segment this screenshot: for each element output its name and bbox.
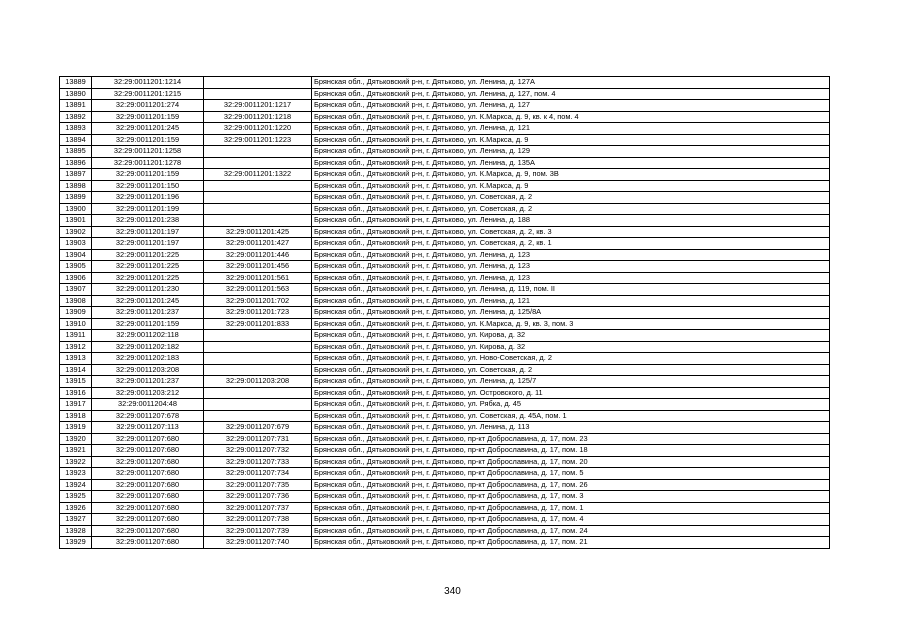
related-cadastral-number-cell: 32:29:0011207:738 [204, 514, 312, 526]
table-row [60, 157, 830, 169]
related-cadastral-number-cell: 32:29:0011201:1223 [204, 134, 312, 146]
row-number-cell: 13897 [60, 169, 92, 181]
related-cadastral-number-cell [204, 399, 312, 411]
address-cell: Брянская обл., Дятьковский р-н, г. Дятьково, ул. Ленина, д. 135А [312, 157, 830, 169]
cadastral-number-cell: 32:29:0011201:238 [92, 215, 204, 227]
row-number-cell: 13892 [60, 111, 92, 123]
related-cadastral-number-cell: 32:29:0011201:723 [204, 307, 312, 319]
row-number-cell: 13913 [60, 353, 92, 365]
row-number-cell: 13890 [60, 88, 92, 100]
address-cell: Брянская обл., Дятьковский р-н, г. Дятьково, ул. Кирова, д. 32 [312, 341, 830, 353]
related-cadastral-number-cell: 32:29:0011201:446 [204, 249, 312, 261]
address-cell: Брянская обл., Дятьковский р-н, г. Дятьково, пр-кт Доброславина, д. 17, пом. 3 [312, 491, 830, 503]
row-number-cell: 13899 [60, 192, 92, 204]
table-row [60, 111, 830, 123]
cadastral-number-cell: 32:29:0011207:680 [92, 445, 204, 457]
address-cell: Брянская обл., Дятьковский р-н, г. Дятьково, ул. Ленина, д. 129 [312, 146, 830, 158]
table-row [60, 284, 830, 296]
cadastral-number-cell: 32:29:0011201:159 [92, 169, 204, 181]
address-cell: Брянская обл., Дятьковский р-н, г. Дятьково, ул. Ленина, д. 123 [312, 249, 830, 261]
table-row [60, 399, 830, 411]
cadastral-table [59, 76, 830, 549]
cadastral-number-cell: 32:29:0011201:245 [92, 295, 204, 307]
row-number-cell: 13893 [60, 123, 92, 135]
related-cadastral-number-cell: 32:29:0011207:679 [204, 422, 312, 434]
address-cell: Брянская обл., Дятьковский р-н, г. Дятьково, пр-кт Доброславина, д. 17, пом. 21 [312, 537, 830, 549]
table-row [60, 479, 830, 491]
table-row [60, 192, 830, 204]
address-cell: Брянская обл., Дятьковский р-н, г. Дятьково, ул. Ленина, д. 121 [312, 123, 830, 135]
cadastral-number-cell: 32:29:0011201:237 [92, 376, 204, 388]
row-number-cell: 13918 [60, 410, 92, 422]
related-cadastral-number-cell: 32:29:0011201:1217 [204, 100, 312, 112]
row-number-cell: 13917 [60, 399, 92, 411]
row-number-cell: 13929 [60, 537, 92, 549]
row-number-cell: 13908 [60, 295, 92, 307]
address-cell: Брянская обл., Дятьковский р-н, г. Дятьково, ул. Ленина, д. 127 [312, 100, 830, 112]
row-number-cell: 13912 [60, 341, 92, 353]
table-row [60, 203, 830, 215]
address-cell: Брянская обл., Дятьковский р-н, г. Дятьково, пр-кт Доброславина, д. 17, пом. 18 [312, 445, 830, 457]
row-number-cell: 13928 [60, 525, 92, 537]
table-row [60, 468, 830, 480]
table-row [60, 134, 830, 146]
row-number-cell: 13923 [60, 468, 92, 480]
row-number-cell: 13904 [60, 249, 92, 261]
cadastral-number-cell: 32:29:0011201:150 [92, 180, 204, 192]
table-row [60, 341, 830, 353]
address-cell: Брянская обл., Дятьковский р-н, г. Дятьково, ул. Советская, д. 2, кв. 3 [312, 226, 830, 238]
row-number-cell: 13910 [60, 318, 92, 330]
related-cadastral-number-cell [204, 341, 312, 353]
address-cell: Брянская обл., Дятьковский р-н, г. Дятьково, пр-кт Доброславина, д. 17, пом. 4 [312, 514, 830, 526]
cadastral-number-cell: 32:29:0011203:212 [92, 387, 204, 399]
related-cadastral-number-cell: 32:29:0011201:1220 [204, 123, 312, 135]
row-number-cell: 13901 [60, 215, 92, 227]
related-cadastral-number-cell: 32:29:0011201:563 [204, 284, 312, 296]
address-cell: Брянская обл., Дятьковский р-н, г. Дятьково, ул. Ленина, д. 113 [312, 422, 830, 434]
cadastral-number-cell: 32:29:0011201:159 [92, 134, 204, 146]
row-number-cell: 13909 [60, 307, 92, 319]
address-cell: Брянская обл., Дятьковский р-н, г. Дятьково, ул. Советская, д. 2 [312, 364, 830, 376]
cadastral-number-cell: 32:29:0011201:159 [92, 318, 204, 330]
cadastral-number-cell: 32:29:0011207:680 [92, 479, 204, 491]
related-cadastral-number-cell: 32:29:0011207:734 [204, 468, 312, 480]
address-cell: Брянская обл., Дятьковский р-н, г. Дятьково, ул. Кирова, д. 32 [312, 330, 830, 342]
table-row [60, 364, 830, 376]
row-number-cell: 13894 [60, 134, 92, 146]
related-cadastral-number-cell: 32:29:0011201:427 [204, 238, 312, 250]
row-number-cell: 13902 [60, 226, 92, 238]
row-number-cell: 13916 [60, 387, 92, 399]
row-number-cell: 13895 [60, 146, 92, 158]
address-cell: Брянская обл., Дятьковский р-н, г. Дятьково, ул. К.Маркса, д. 9 [312, 134, 830, 146]
row-number-cell: 13920 [60, 433, 92, 445]
page-number: 340 [444, 586, 461, 597]
related-cadastral-number-cell: 32:29:0011201:425 [204, 226, 312, 238]
row-number-cell: 13926 [60, 502, 92, 514]
table-row [60, 318, 830, 330]
table-row [60, 422, 830, 434]
related-cadastral-number-cell [204, 203, 312, 215]
cadastral-number-cell: 32:29:0011201:159 [92, 111, 204, 123]
address-cell: Брянская обл., Дятьковский р-н, г. Дятьково, пр-кт Доброславина, д. 17, пом. 20 [312, 456, 830, 468]
table-row [60, 525, 830, 537]
cadastral-number-cell: 32:29:0011207:680 [92, 468, 204, 480]
table-row [60, 410, 830, 422]
related-cadastral-number-cell: 32:29:0011207:735 [204, 479, 312, 491]
address-cell: Брянская обл., Дятьковский р-н, г. Дятьково, пр-кт Доброславина, д. 17, пом. 24 [312, 525, 830, 537]
address-cell: Брянская обл., Дятьковский р-н, г. Дятьково, ул. Ленина, д. 125/7 [312, 376, 830, 388]
related-cadastral-number-cell [204, 364, 312, 376]
address-cell: Брянская обл., Дятьковский р-н, г. Дятьково, ул. К.Маркса, д. 9, кв. к 4, пом. 4 [312, 111, 830, 123]
address-cell: Брянская обл., Дятьковский р-н, г. Дятьково, ул. Ленина, д. 125/8А [312, 307, 830, 319]
cadastral-number-cell: 32:29:0011201:230 [92, 284, 204, 296]
table-row [60, 445, 830, 457]
related-cadastral-number-cell: 32:29:0011201:702 [204, 295, 312, 307]
table-row [60, 238, 830, 250]
address-cell: Брянская обл., Дятьковский р-н, г. Дятьково, ул. Советская, д. 2, кв. 1 [312, 238, 830, 250]
related-cadastral-number-cell [204, 215, 312, 227]
cadastral-number-cell: 32:29:0011201:196 [92, 192, 204, 204]
cadastral-number-cell: 32:29:0011202:183 [92, 353, 204, 365]
row-number-cell: 13905 [60, 261, 92, 273]
table-row [60, 387, 830, 399]
related-cadastral-number-cell: 32:29:0011201:833 [204, 318, 312, 330]
address-cell: Брянская обл., Дятьковский р-н, г. Дятьково, ул. Ленина, д. 123 [312, 261, 830, 273]
related-cadastral-number-cell [204, 387, 312, 399]
table-row [60, 353, 830, 365]
cadastral-number-cell: 32:29:0011201:1278 [92, 157, 204, 169]
address-cell: Брянская обл., Дятьковский р-н, г. Дятьково, ул. К.Маркса, д. 9, пом. 3В [312, 169, 830, 181]
cadastral-number-cell: 32:29:0011201:237 [92, 307, 204, 319]
address-cell: Брянская обл., Дятьковский р-н, г. Дятьково, ул. Ленина, д. 121 [312, 295, 830, 307]
related-cadastral-number-cell: 32:29:0011201:1218 [204, 111, 312, 123]
cadastral-number-cell: 32:29:0011201:225 [92, 249, 204, 261]
row-number-cell: 13924 [60, 479, 92, 491]
table-row [60, 272, 830, 284]
row-number-cell: 13900 [60, 203, 92, 215]
table-row [60, 433, 830, 445]
row-number-cell: 13927 [60, 514, 92, 526]
related-cadastral-number-cell [204, 353, 312, 365]
related-cadastral-number-cell [204, 192, 312, 204]
related-cadastral-number-cell [204, 146, 312, 158]
address-cell: Брянская обл., Дятьковский р-н, г. Дятьково, ул. К.Маркса, д. 9, кв. 3, пом. 3 [312, 318, 830, 330]
row-number-cell: 13921 [60, 445, 92, 457]
related-cadastral-number-cell: 32:29:0011207:732 [204, 445, 312, 457]
related-cadastral-number-cell [204, 77, 312, 89]
cadastral-number-cell: 32:29:0011201:274 [92, 100, 204, 112]
row-number-cell: 13915 [60, 376, 92, 388]
address-cell: Брянская обл., Дятьковский р-н, г. Дятьково, пр-кт Доброславина, д. 17, пом. 5 [312, 468, 830, 480]
cadastral-number-cell: 32:29:0011207:113 [92, 422, 204, 434]
address-cell: Брянская обл., Дятьковский р-н, г. Дятьково, ул. Островского, д. 11 [312, 387, 830, 399]
related-cadastral-number-cell: 32:29:0011207:737 [204, 502, 312, 514]
row-number-cell: 13903 [60, 238, 92, 250]
address-cell: Брянская обл., Дятьковский р-н, г. Дятьково, ул. Советская, д. 2 [312, 203, 830, 215]
cadastral-number-cell: 32:29:0011207:680 [92, 433, 204, 445]
table-row [60, 376, 830, 388]
cadastral-number-cell: 32:29:0011207:680 [92, 525, 204, 537]
cadastral-number-cell: 32:29:0011201:197 [92, 238, 204, 250]
address-cell: Брянская обл., Дятьковский р-н, г. Дятьково, ул. Советская, д. 45А, пом. 1 [312, 410, 830, 422]
table-row [60, 123, 830, 135]
cadastral-number-cell: 32:29:0011207:678 [92, 410, 204, 422]
table-body [60, 77, 830, 549]
row-number-cell: 13911 [60, 330, 92, 342]
cadastral-number-cell: 32:29:0011203:208 [92, 364, 204, 376]
cadastral-number-cell: 32:29:0011204:48 [92, 399, 204, 411]
address-cell: Брянская обл., Дятьковский р-н, г. Дятьково, ул. Рябка, д. 45 [312, 399, 830, 411]
cadastral-number-cell: 32:29:0011201:225 [92, 272, 204, 284]
table-row [60, 100, 830, 112]
cadastral-number-cell: 32:29:0011207:680 [92, 456, 204, 468]
table-row [60, 77, 830, 89]
address-cell: Брянская обл., Дятьковский р-н, г. Дятьково, пр-кт Доброславина, д. 17, пом. 23 [312, 433, 830, 445]
table-row [60, 537, 830, 549]
table-row [60, 249, 830, 261]
related-cadastral-number-cell: 32:29:0011201:561 [204, 272, 312, 284]
cadastral-number-cell: 32:29:0011207:680 [92, 537, 204, 549]
related-cadastral-number-cell [204, 157, 312, 169]
cadastral-number-cell: 32:29:0011202:182 [92, 341, 204, 353]
table-row [60, 307, 830, 319]
address-cell: Брянская обл., Дятьковский р-н, г. Дятьково, пр-кт Доброславина, д. 17, пом. 26 [312, 479, 830, 491]
related-cadastral-number-cell: 32:29:0011201:1322 [204, 169, 312, 181]
table-row [60, 146, 830, 158]
row-number-cell: 13906 [60, 272, 92, 284]
cadastral-number-cell: 32:29:0011201:245 [92, 123, 204, 135]
address-cell: Брянская обл., Дятьковский р-н, г. Дятьково, ул. Советская, д. 2 [312, 192, 830, 204]
table-row [60, 226, 830, 238]
table-row [60, 491, 830, 503]
address-cell: Брянская обл., Дятьковский р-н, г. Дятьково, ул. К.Маркса, д. 9 [312, 180, 830, 192]
row-number-cell: 13922 [60, 456, 92, 468]
table-row [60, 330, 830, 342]
table-row [60, 215, 830, 227]
cadastral-number-cell: 32:29:0011201:1214 [92, 77, 204, 89]
table-row [60, 261, 830, 273]
table-row [60, 456, 830, 468]
row-number-cell: 13925 [60, 491, 92, 503]
address-cell: Брянская обл., Дятьковский р-н, г. Дятьково, ул. Ленина, д. 119, пом. II [312, 284, 830, 296]
related-cadastral-number-cell [204, 88, 312, 100]
address-cell: Брянская обл., Дятьковский р-н, г. Дятьково, ул. Ленина, д. 127, пом. 4 [312, 88, 830, 100]
row-number-cell: 13891 [60, 100, 92, 112]
row-number-cell: 13896 [60, 157, 92, 169]
related-cadastral-number-cell: 32:29:0011207:731 [204, 433, 312, 445]
table-row [60, 169, 830, 181]
address-cell: Брянская обл., Дятьковский р-н, г. Дятьково, пр-кт Доброславина, д. 17, пом. 1 [312, 502, 830, 514]
cadastral-number-cell: 32:29:0011201:1258 [92, 146, 204, 158]
related-cadastral-number-cell [204, 180, 312, 192]
row-number-cell: 13907 [60, 284, 92, 296]
table-row [60, 295, 830, 307]
cadastral-number-cell: 32:29:0011201:225 [92, 261, 204, 273]
related-cadastral-number-cell: 32:29:0011207:740 [204, 537, 312, 549]
cadastral-number-cell: 32:29:0011207:680 [92, 491, 204, 503]
table-row [60, 180, 830, 192]
cadastral-number-cell: 32:29:0011207:680 [92, 502, 204, 514]
table-row [60, 502, 830, 514]
related-cadastral-number-cell: 32:29:0011203:208 [204, 376, 312, 388]
address-cell: Брянская обл., Дятьковский р-н, г. Дятьково, ул. Ново-Советская, д. 2 [312, 353, 830, 365]
address-cell: Брянская обл., Дятьковский р-н, г. Дятьково, ул. Ленина, д. 123 [312, 272, 830, 284]
table-row [60, 514, 830, 526]
related-cadastral-number-cell [204, 410, 312, 422]
cadastral-number-cell: 32:29:0011201:199 [92, 203, 204, 215]
row-number-cell: 13889 [60, 77, 92, 89]
row-number-cell: 13919 [60, 422, 92, 434]
address-cell: Брянская обл., Дятьковский р-н, г. Дятьково, ул. Ленина, д. 127А [312, 77, 830, 89]
row-number-cell: 13914 [60, 364, 92, 376]
related-cadastral-number-cell: 32:29:0011207:739 [204, 525, 312, 537]
related-cadastral-number-cell: 32:29:0011207:733 [204, 456, 312, 468]
cadastral-number-cell: 32:29:0011207:680 [92, 514, 204, 526]
related-cadastral-number-cell: 32:29:0011201:456 [204, 261, 312, 273]
related-cadastral-number-cell [204, 330, 312, 342]
cadastral-number-cell: 32:29:0011202:118 [92, 330, 204, 342]
row-number-cell: 13898 [60, 180, 92, 192]
cadastral-number-cell: 32:29:0011201:1215 [92, 88, 204, 100]
address-cell: Брянская обл., Дятьковский р-н, г. Дятьково, ул. Ленина, д. 188 [312, 215, 830, 227]
table-row [60, 88, 830, 100]
related-cadastral-number-cell: 32:29:0011207:736 [204, 491, 312, 503]
cadastral-number-cell: 32:29:0011201:197 [92, 226, 204, 238]
